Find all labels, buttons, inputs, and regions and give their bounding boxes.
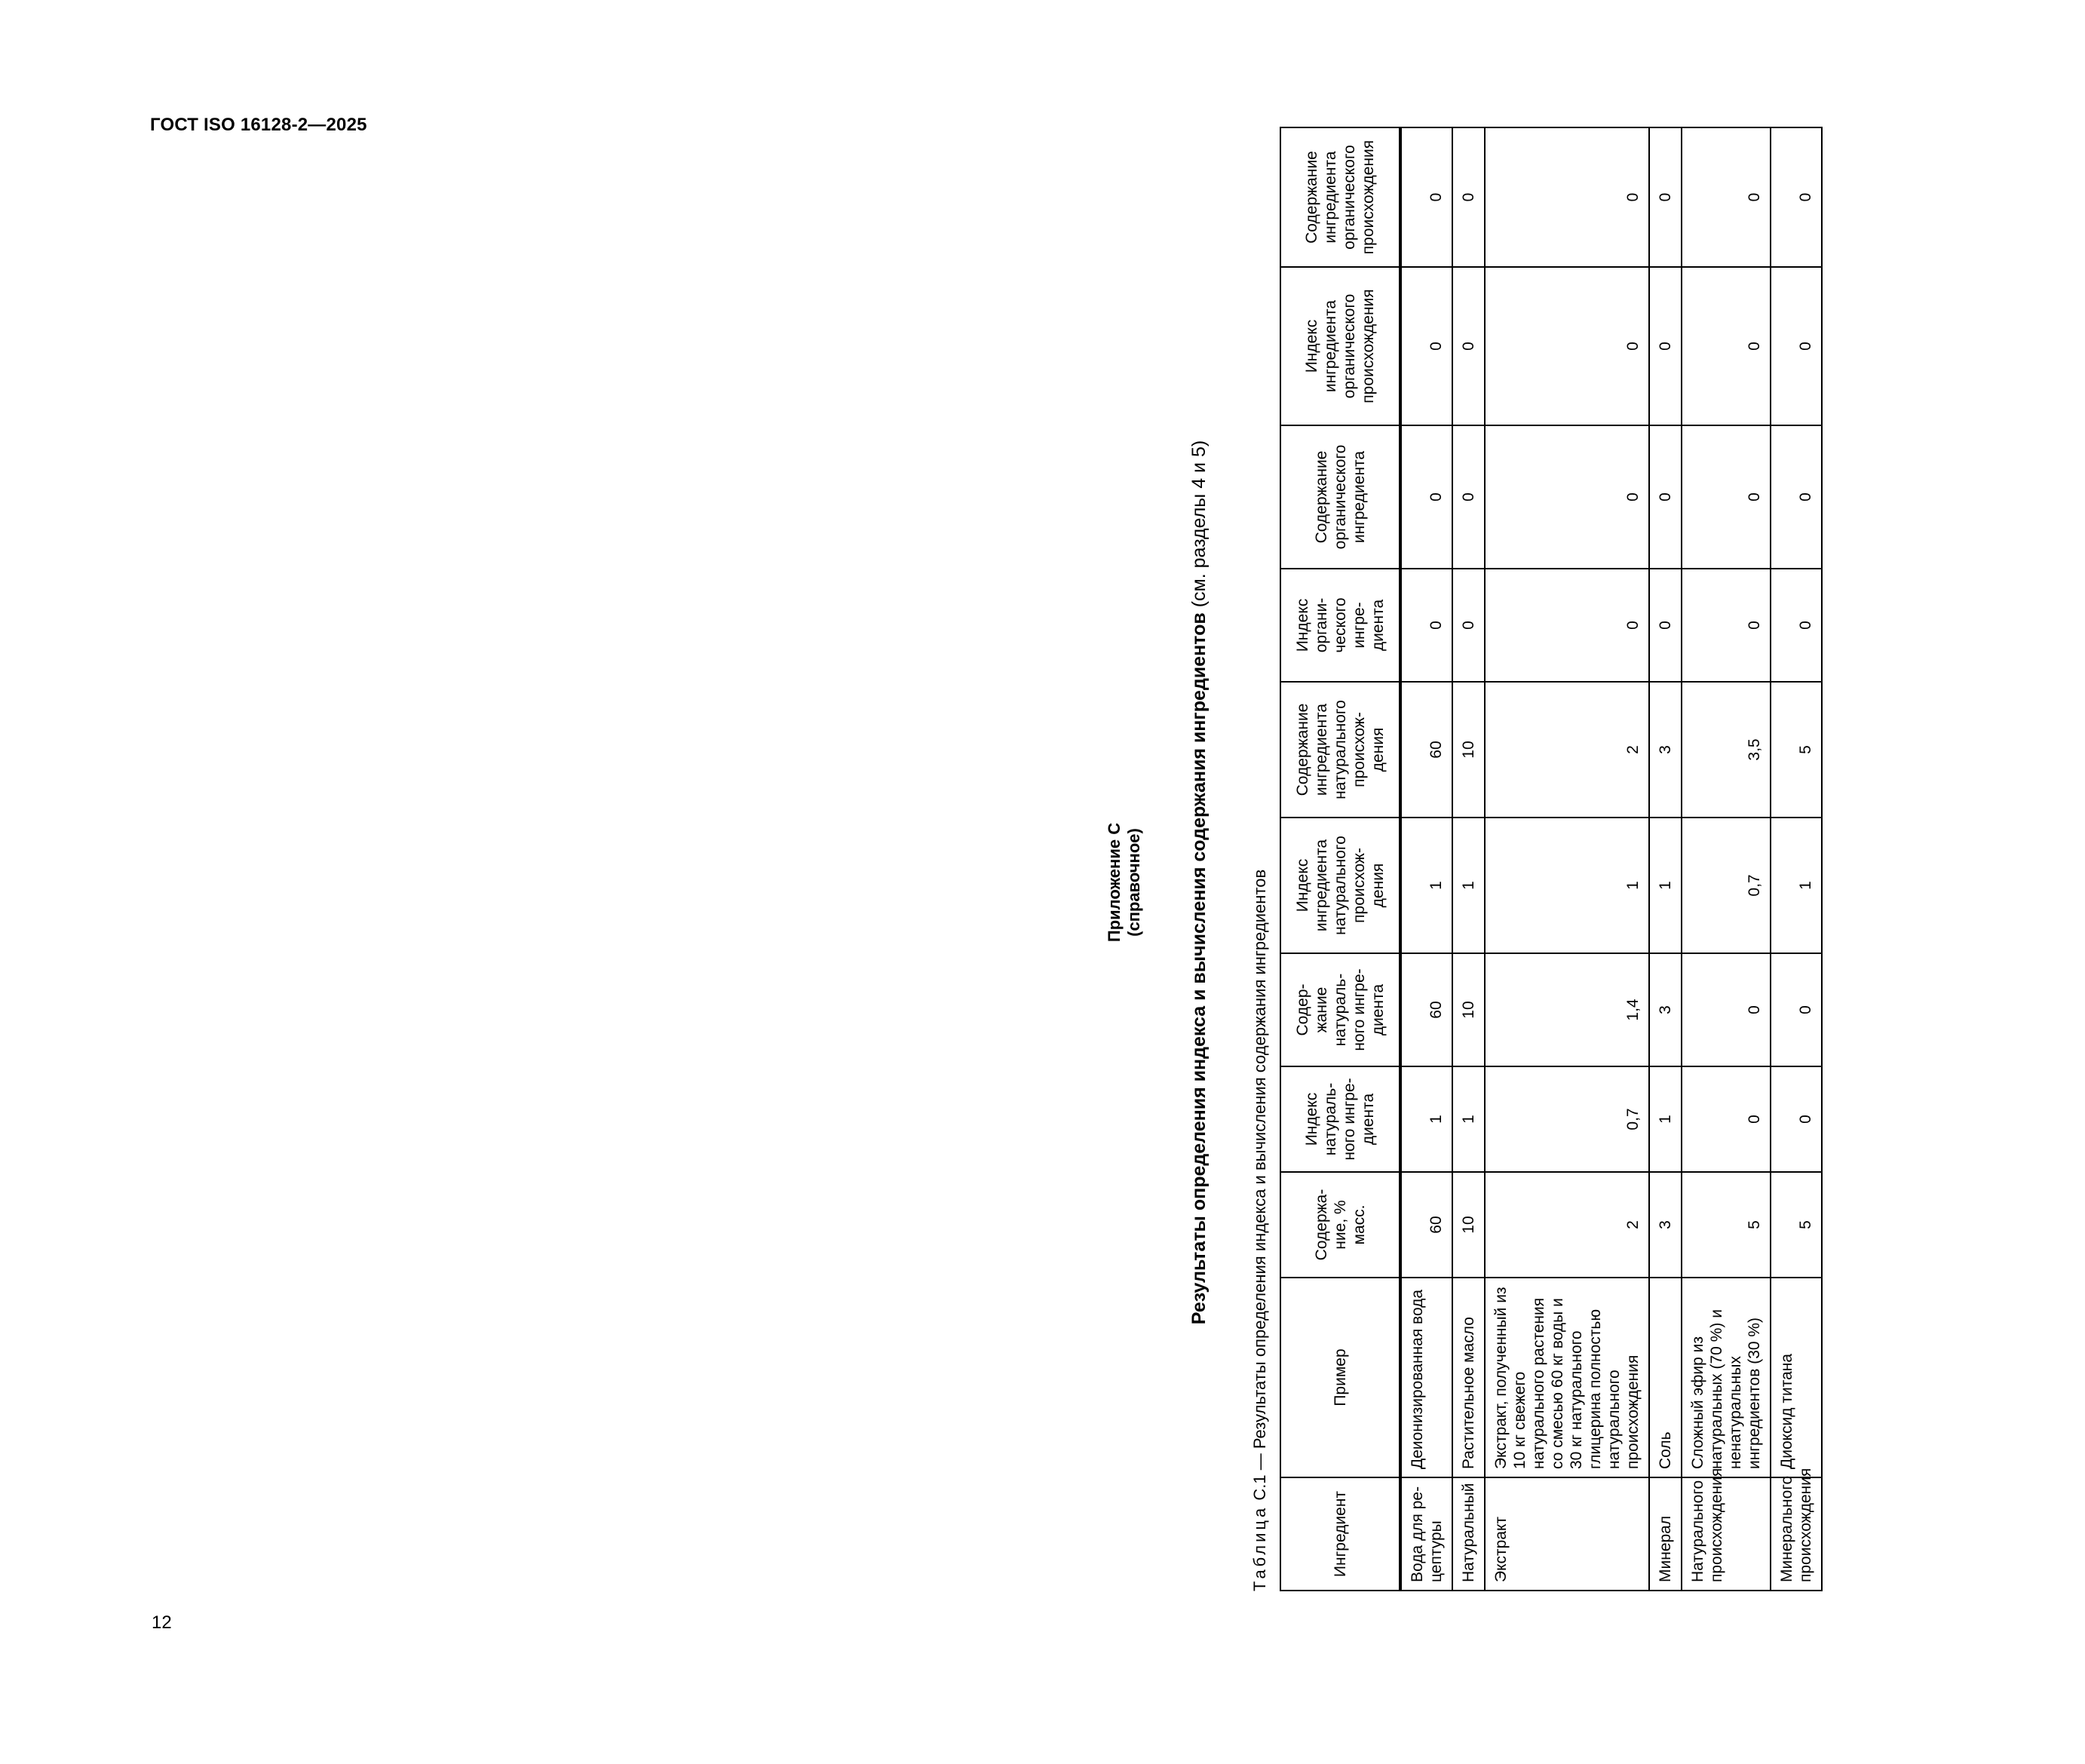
value-cell: 0 — [1682, 1066, 1771, 1172]
value-cell: 0 — [1771, 1066, 1822, 1172]
value-cell: 0 — [1400, 127, 1452, 267]
example-cell: Растительное масло — [1452, 1278, 1485, 1477]
value-cell: 1 — [1485, 818, 1649, 953]
example-cell: Диоксид титана — [1771, 1278, 1822, 1477]
value-cell: 0 — [1485, 127, 1649, 267]
value-cell: 0 — [1649, 267, 1682, 425]
value-cell: 10 — [1452, 953, 1485, 1066]
value-cell: 0 — [1400, 569, 1452, 682]
value-cell: 0 — [1682, 425, 1771, 569]
table-row — [1682, 127, 1771, 1591]
column-header: Содержание ингредиента органического происхождения — [1280, 127, 1400, 267]
value-cell: 3 — [1649, 953, 1682, 1066]
column-header: Индекс ингредиента органического происхождения — [1280, 267, 1400, 425]
value-cell: 60 — [1400, 682, 1452, 818]
ingredient-cell: Вода для ре-цептуры — [1400, 1477, 1452, 1591]
column-header: Ингредиент — [1280, 1477, 1400, 1591]
value-cell: 0 — [1771, 953, 1822, 1066]
value-cell: 5 — [1771, 1172, 1822, 1278]
table-caption-title: С.1 — Результаты определения индекса и вычисления содержания ингредиентов — [1250, 869, 1269, 1505]
appendix-title: Приложение С — [1105, 822, 1124, 943]
ingredient-cell: Экстракт — [1485, 1477, 1649, 1591]
table-header-row — [1280, 127, 1400, 1591]
value-cell: 10 — [1452, 1172, 1485, 1278]
value-cell: 0 — [1485, 569, 1649, 682]
value-cell: 5 — [1682, 1172, 1771, 1278]
column-header: Содержа-ние, % масс. — [1280, 1172, 1400, 1278]
value-cell: 3 — [1649, 1172, 1682, 1278]
table-row — [1649, 127, 1682, 1591]
value-cell: 0 — [1649, 425, 1682, 569]
column-header: Пример — [1280, 1278, 1400, 1477]
section-heading-ref: (см. разделы 4 и 5) — [1188, 440, 1210, 613]
column-header: Индекс ингредиента натурального происхож-дения — [1280, 818, 1400, 953]
value-cell: 0 — [1649, 127, 1682, 267]
section-heading — [1188, 173, 1210, 1591]
value-cell: 1 — [1452, 818, 1485, 953]
table-caption-label: Таблица — [1250, 1505, 1269, 1591]
value-cell: 0 — [1452, 425, 1485, 569]
value-cell: 3,5 — [1682, 682, 1771, 818]
page-number: 12 — [152, 1612, 172, 1633]
value-cell: 1,4 — [1485, 953, 1649, 1066]
appendix-subtitle: (справочное) — [1124, 828, 1143, 937]
appendix-title-block — [1105, 173, 1144, 1591]
example-cell: Экстракт, полученный из 10 кг свежего натурального растения со смесью 60 кг воды и 30 кг натурального глицерина полностью натурального происхождения — [1485, 1278, 1649, 1477]
table-caption — [1249, 870, 1271, 1591]
table-row — [1452, 127, 1485, 1591]
ingredients-table — [1280, 127, 1823, 1591]
value-cell: 0 — [1771, 569, 1822, 682]
value-cell: 0 — [1400, 267, 1452, 425]
landscape-content — [1105, 140, 2085, 1591]
value-cell: 0 — [1400, 425, 1452, 569]
value-cell: 0 — [1771, 267, 1822, 425]
value-cell: 1 — [1400, 1066, 1452, 1172]
value-cell: 0,7 — [1682, 818, 1771, 953]
value-cell: 0 — [1452, 267, 1485, 425]
value-cell: 0 — [1485, 425, 1649, 569]
value-cell: 0 — [1682, 953, 1771, 1066]
value-cell: 0 — [1682, 127, 1771, 267]
table-row — [1485, 127, 1649, 1591]
table-row — [1771, 127, 1822, 1591]
example-cell: Сложный эфир из натуральных (70 %) и ненатуральных ингредиентов (30 %) — [1682, 1278, 1771, 1477]
example-cell: Соль — [1649, 1278, 1682, 1477]
column-header: Индекс органи-ческого ингре-диента — [1280, 569, 1400, 682]
value-cell: 0 — [1771, 425, 1822, 569]
ingredient-cell: Натуральный — [1452, 1477, 1485, 1591]
value-cell: 1 — [1649, 818, 1682, 953]
value-cell: 0 — [1485, 267, 1649, 425]
value-cell: 1 — [1400, 818, 1452, 953]
ingredient-cell: Минерал — [1649, 1477, 1682, 1591]
value-cell: 1 — [1771, 818, 1822, 953]
value-cell: 1 — [1452, 1066, 1485, 1172]
value-cell: 0 — [1682, 569, 1771, 682]
value-cell: 0 — [1682, 267, 1771, 425]
value-cell: 10 — [1452, 682, 1485, 818]
document-code: ГОСТ ISO 16128-2—2025 — [150, 115, 367, 135]
value-cell: 60 — [1400, 953, 1452, 1066]
example-cell: Деионизированная вода — [1400, 1278, 1452, 1477]
value-cell: 0 — [1452, 569, 1485, 682]
column-header: Содержание органического ингредиента — [1280, 425, 1400, 569]
section-heading-bold: Результаты определения индекса и вычисления содержания ингредиентов — [1188, 612, 1210, 1325]
ingredient-cell: Натурального происхождения — [1682, 1477, 1771, 1591]
value-cell: 0,7 — [1485, 1066, 1649, 1172]
value-cell: 0 — [1452, 127, 1485, 267]
column-header: Содер-жание натураль-ного ингре-диента — [1280, 953, 1400, 1066]
value-cell: 0 — [1771, 127, 1822, 267]
value-cell: 2 — [1485, 682, 1649, 818]
ingredient-cell: Минерального происхождения — [1771, 1477, 1822, 1591]
value-cell: 3 — [1649, 682, 1682, 818]
value-cell: 2 — [1485, 1172, 1649, 1278]
value-cell: 60 — [1400, 1172, 1452, 1278]
value-cell: 0 — [1649, 569, 1682, 682]
column-header: Содержание ингредиента натурального происхож-дения — [1280, 682, 1400, 818]
table-row — [1400, 127, 1452, 1591]
column-header: Индекс натураль-ного ингре-диента — [1280, 1066, 1400, 1172]
value-cell: 1 — [1649, 1066, 1682, 1172]
value-cell: 5 — [1771, 682, 1822, 818]
